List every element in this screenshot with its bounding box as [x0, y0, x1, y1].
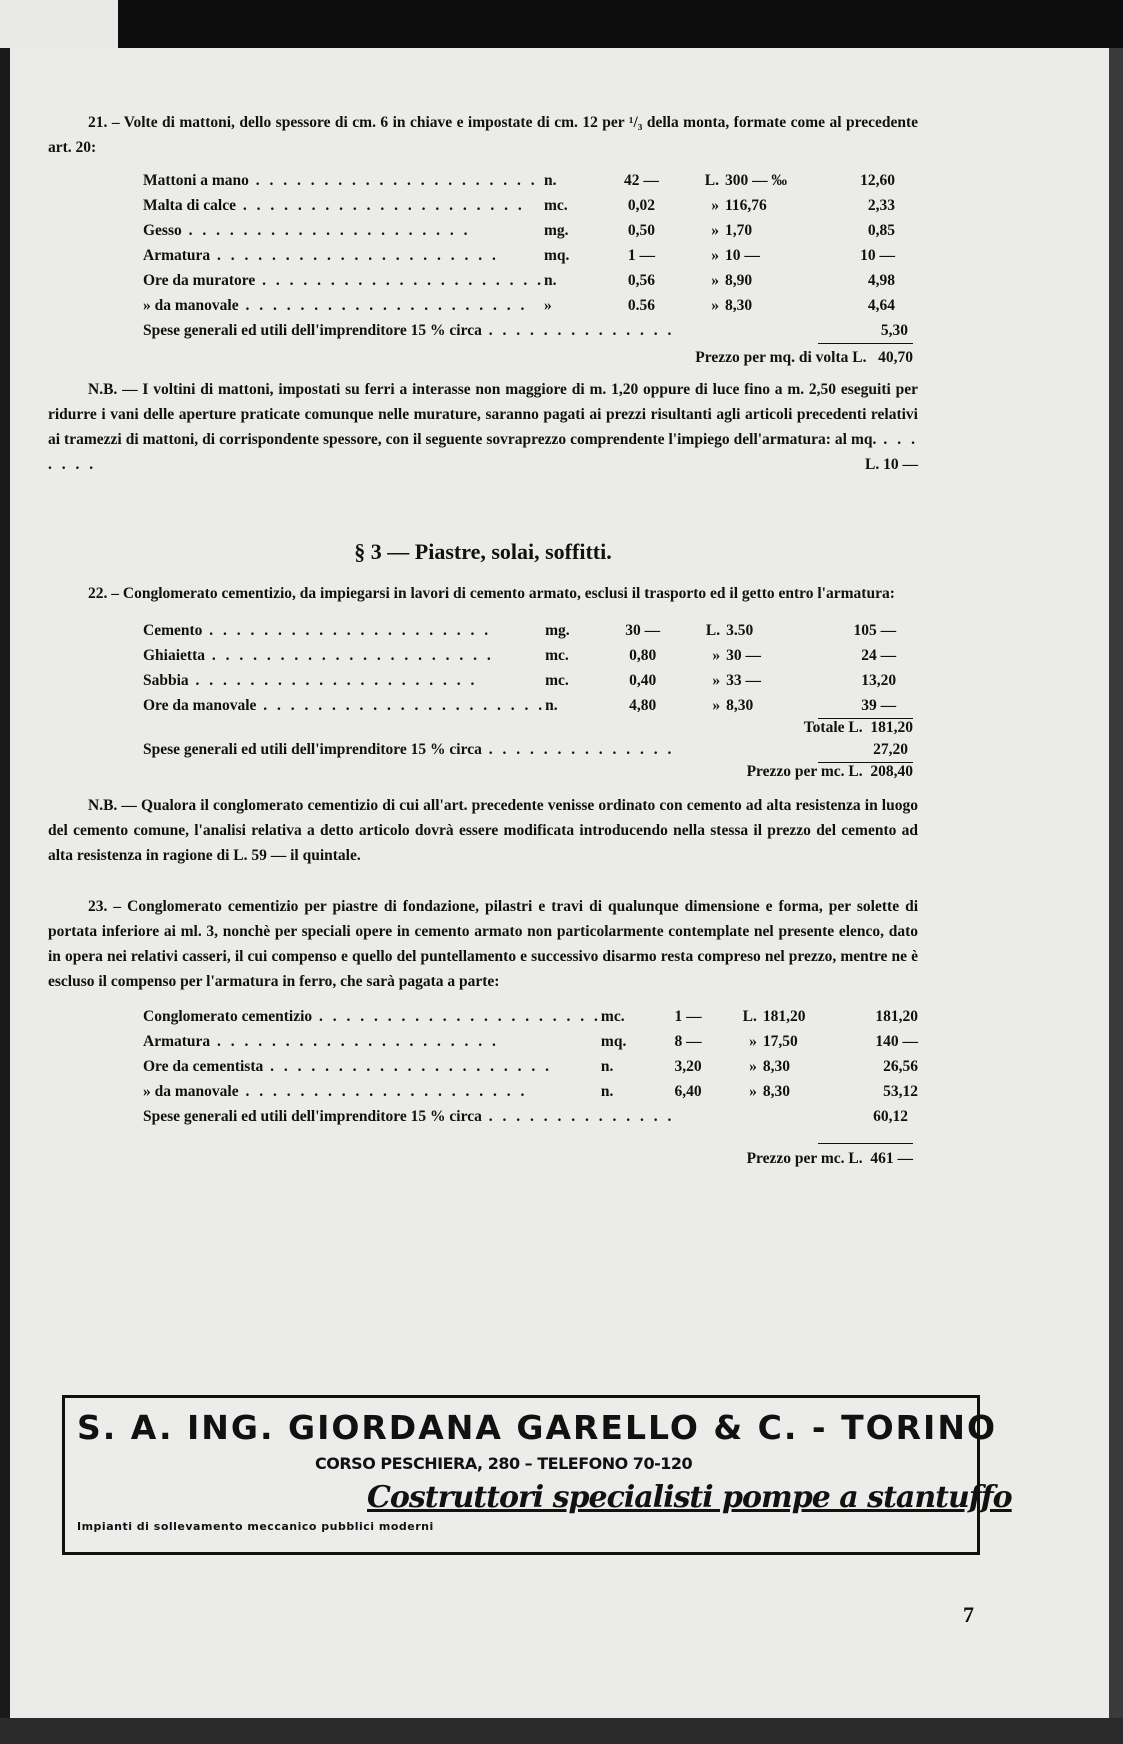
row-unit: mg.	[545, 621, 570, 639]
art21-overhead	[143, 318, 908, 343]
row-amount: 12,60	[860, 171, 895, 189]
row-description: Ore da manovale . . . . . . . . . . . . . . . . . . . . .	[143, 696, 546, 714]
row-currency: »	[712, 646, 721, 664]
art21-price-label: Prezzo per mq. di volta L.	[695, 349, 867, 366]
analysis-row	[143, 618, 896, 643]
art23-overhead	[143, 1104, 908, 1129]
row-quantity: 1 —	[674, 1007, 702, 1025]
row-unit-price: 1,70	[724, 221, 753, 239]
row-quantity: 0,80	[629, 646, 657, 664]
art21-sum-line	[818, 343, 913, 344]
art23-sum-line	[818, 1143, 913, 1144]
row-amount: 24 —	[861, 646, 897, 664]
art23-price-line	[48, 1150, 918, 1168]
row-quantity: 0,02	[627, 196, 656, 214]
analysis-row	[143, 1079, 918, 1104]
art23-overhead-amount: 60,12	[873, 1107, 908, 1125]
art23-price-label: Prezzo per mc. L.	[746, 1150, 863, 1167]
row-unit: mc.	[543, 196, 568, 214]
page-content	[48, 110, 918, 1168]
row-currency: »	[749, 1082, 757, 1100]
row-currency: »	[711, 271, 719, 289]
row-unit-price: 8,30	[762, 1082, 790, 1100]
row-currency: »	[712, 696, 721, 714]
art22-overhead-label: Spese generali ed utili dell'imprenditore 15 % circa . . . . . . . . . . . . . .	[143, 740, 675, 758]
row-description: Armatura . . . . . . . . . . . . . . . . . . . . .	[143, 1032, 499, 1050]
analysis-row	[143, 268, 895, 293]
row-unit: mc.	[600, 1007, 625, 1025]
row-description: Armatura . . . . . . . . . . . . . . . . . . . . .	[143, 246, 499, 264]
art22-total-label: Totale L.	[803, 719, 863, 736]
row-description: Ore da muratore . . . . . . . . . . . . . . . . . . . . .	[143, 271, 544, 289]
row-amount: 105 —	[853, 621, 897, 639]
row-currency: »	[749, 1032, 757, 1050]
row-description: Conglomerato cementizio . . . . . . . . . . . . . . . . . . . . .	[143, 1007, 601, 1025]
row-unit-price: 3.50	[726, 621, 754, 639]
row-unit: mc.	[545, 646, 569, 664]
ad-company-name: S. A. ING. GIORDANA GARELLO & C. - TORINO	[77, 1408, 998, 1447]
art21-overhead-amount: 5,30	[880, 321, 908, 339]
row-currency: L.	[704, 171, 719, 189]
row-description: Sabbia . . . . . . . . . . . . . . . . . . . . .	[143, 671, 478, 689]
scan-top-band	[0, 0, 1123, 48]
row-unit: n.	[600, 1057, 614, 1075]
row-quantity: 42 —	[624, 171, 659, 189]
row-unit-price: 17,50	[762, 1032, 798, 1050]
art23-price-amount: 461 —	[870, 1150, 913, 1167]
row-unit: mc.	[545, 671, 569, 689]
row-description: » da manovale . . . . . . . . . . . . . . . . . . . . .	[143, 296, 528, 314]
row-unit-price: 300 — ‰	[724, 171, 787, 189]
row-quantity: 30 —	[625, 621, 661, 639]
row-currency: »	[749, 1057, 757, 1075]
row-description: » da manovale . . . . . . . . . . . . . . . . . . . . .	[143, 1082, 528, 1100]
row-currency: »	[711, 296, 719, 314]
art21-nb: N.B. — I voltini di mattoni, impostati su ferri a interasse non maggiore di m. 1,20 oppure di luce fino a m. 2,50 eseguiti per ridurre i vani delle aperture praticate comunque nelle murature, saranno pagati ai prezzi risultanti agli articoli precedenti relativi ai tramezzi di mattoni, di corrispondente spessore, con il seguente sovraprezzo comprendente l'impiego dell'armatura: al mq. . . . . . . . L. 10 —	[48, 377, 918, 477]
row-unit: »	[543, 296, 552, 314]
ad-subline: Impianti di sollevamento meccanico pubblici moderni	[77, 1520, 434, 1533]
art23-analysis-table	[143, 1004, 918, 1104]
art22-total-line	[48, 719, 918, 737]
row-unit: mq.	[600, 1032, 627, 1050]
row-quantity: 1 —	[627, 246, 656, 264]
analysis-row	[143, 1054, 918, 1079]
row-quantity: 0,56	[627, 271, 656, 289]
row-description: Ore da cementista . . . . . . . . . . . . . . . . . . . . .	[143, 1057, 552, 1075]
art22-overhead	[143, 737, 908, 762]
analysis-row	[143, 1029, 918, 1054]
art22-price-line	[48, 763, 918, 781]
row-currency: »	[711, 221, 719, 239]
row-amount: 39 —	[861, 696, 897, 714]
analysis-row	[143, 643, 896, 668]
scan-right-edge	[1109, 48, 1123, 1744]
analysis-row	[143, 218, 895, 243]
ad-address: CORSO PESCHIERA, 280 – TELEFONO 70-120	[315, 1454, 693, 1473]
row-unit-price: 8,30	[724, 296, 753, 314]
row-currency: »	[711, 196, 719, 214]
row-quantity: 8 —	[674, 1032, 702, 1050]
row-currency: »	[711, 246, 719, 264]
art23-overhead-label: Spese generali ed utili dell'imprenditore 15 % circa . . . . . . . . . . . . . .	[143, 1107, 675, 1125]
row-unit: mq.	[543, 246, 570, 264]
row-description: Mattoni a mano . . . . . . . . . . . . . . . . . . . . .	[143, 171, 538, 189]
row-quantity: 0,40	[629, 671, 657, 689]
art22-overhead-amount: 27,20	[873, 740, 908, 758]
art21-intro: 21. – Volte di mattoni, dello spessore di cm. 6 in chiave e impostate di cm. 12 per ¹/₃ della monta, formate come al precedente art. 20:	[48, 114, 918, 156]
art23-intro: 23. – Conglomerato cementizio per piastre di fondazione, pilastri e travi di qualunque dimensione e forma, per solette di portata inferiore ai ml. 3, nonchè per speciali opere in cemento armato non particolarmente contemplate nel presente elenco, dato in opera nei relativi casseri, il cui compenso e quello del puntellamento e successivo disarmo resta compreso nel prezzo, mentre ne è escluso il compenso per l'armatura in ferro, che sarà pagata a parte:	[48, 898, 918, 990]
art22-price-label: Prezzo per mc. L.	[746, 763, 863, 780]
art22-price-amount: 208,40	[870, 763, 913, 780]
art21-analysis-table	[143, 168, 895, 318]
analysis-row	[143, 668, 896, 693]
row-unit-price: 8,30	[762, 1057, 790, 1075]
art22-intro: 22. – Conglomerato cementizio, da impiegarsi in lavori di cemento armato, esclusi il trasporto ed il getto entro l'armatura:	[88, 585, 895, 602]
row-unit-price: 8,30	[726, 696, 754, 714]
row-unit: n.	[545, 696, 558, 714]
row-amount: 181,20	[875, 1007, 918, 1025]
row-quantity: 0,50	[627, 221, 656, 239]
row-amount: 2,33	[867, 196, 895, 214]
scan-top-notch	[0, 0, 118, 48]
art22-total-amount: 181,20	[870, 719, 913, 736]
row-amount: 13,20	[861, 671, 897, 689]
row-quantity: 6,40	[674, 1082, 702, 1100]
row-unit-price: 33 —	[726, 671, 761, 689]
row-amount: 10 —	[860, 246, 895, 264]
analysis-row	[143, 243, 895, 268]
row-description: Ghiaietta . . . . . . . . . . . . . . . . . . . . .	[143, 646, 494, 664]
row-amount: 26,56	[883, 1057, 918, 1075]
row-description: Malta di calce . . . . . . . . . . . . . . . . . . . . .	[143, 196, 525, 214]
advertisement-box	[62, 1395, 1012, 1555]
art21-nb-amount: L. 10 —	[865, 456, 918, 473]
row-unit-price: 10 —	[724, 246, 760, 264]
art21-overhead-label: Spese generali ed utili dell'imprenditore 15 % circa . . . . . . . . . . . . . .	[143, 321, 675, 339]
row-quantity: 4,80	[629, 696, 657, 714]
row-unit-price: 116,76	[724, 196, 767, 214]
row-unit: n.	[543, 271, 557, 289]
row-currency: L.	[705, 621, 721, 639]
row-unit-price: 30 —	[726, 646, 761, 664]
page-number: 7	[963, 1602, 974, 1627]
row-unit-price: 181,20	[762, 1007, 806, 1025]
art21-price-amount: 40,70	[878, 349, 913, 366]
row-amount: 4,64	[867, 296, 895, 314]
analysis-row	[143, 193, 895, 218]
row-amount: 4,98	[867, 271, 895, 289]
analysis-row	[143, 693, 896, 718]
ad-slogan: Costruttori specialisti pompe a stantuffo	[367, 1480, 1012, 1515]
row-quantity: 3,20	[674, 1057, 702, 1075]
art22-analysis-table	[143, 618, 896, 718]
analysis-row	[143, 293, 895, 318]
row-currency: L.	[742, 1007, 757, 1025]
row-unit-price: 8,90	[724, 271, 753, 289]
row-unit: mg.	[543, 221, 569, 239]
row-description: Gesso . . . . . . . . . . . . . . . . . . . . .	[143, 221, 471, 239]
row-currency: »	[712, 671, 721, 689]
analysis-row	[143, 1004, 918, 1029]
row-amount: 140 —	[875, 1032, 918, 1050]
row-amount: 0,85	[867, 221, 895, 239]
row-description: Cemento . . . . . . . . . . . . . . . . . . . . .	[143, 621, 492, 639]
row-unit: n.	[543, 171, 557, 189]
section-title: § 3 — Piastre, solai, soffitti.	[354, 539, 612, 564]
art22-nb: N.B. — Qualora il conglomerato cementizio di cui all'art. precedente venisse ordinato con cemento ad alta resistenza in luogo del cemento comune, l'analisi relativa a detto articolo dovrà essere modificata introducendo nella stessa il prezzo del cemento ad alta resistenza in ragione di L. 59 — il quintale.	[48, 797, 918, 864]
row-amount: 53,12	[883, 1082, 918, 1100]
art21-price-line	[48, 349, 918, 367]
scan-bottom-edge	[0, 1718, 1123, 1744]
row-quantity: 0.56	[627, 296, 656, 314]
analysis-row	[143, 168, 895, 193]
row-unit: n.	[600, 1082, 614, 1100]
